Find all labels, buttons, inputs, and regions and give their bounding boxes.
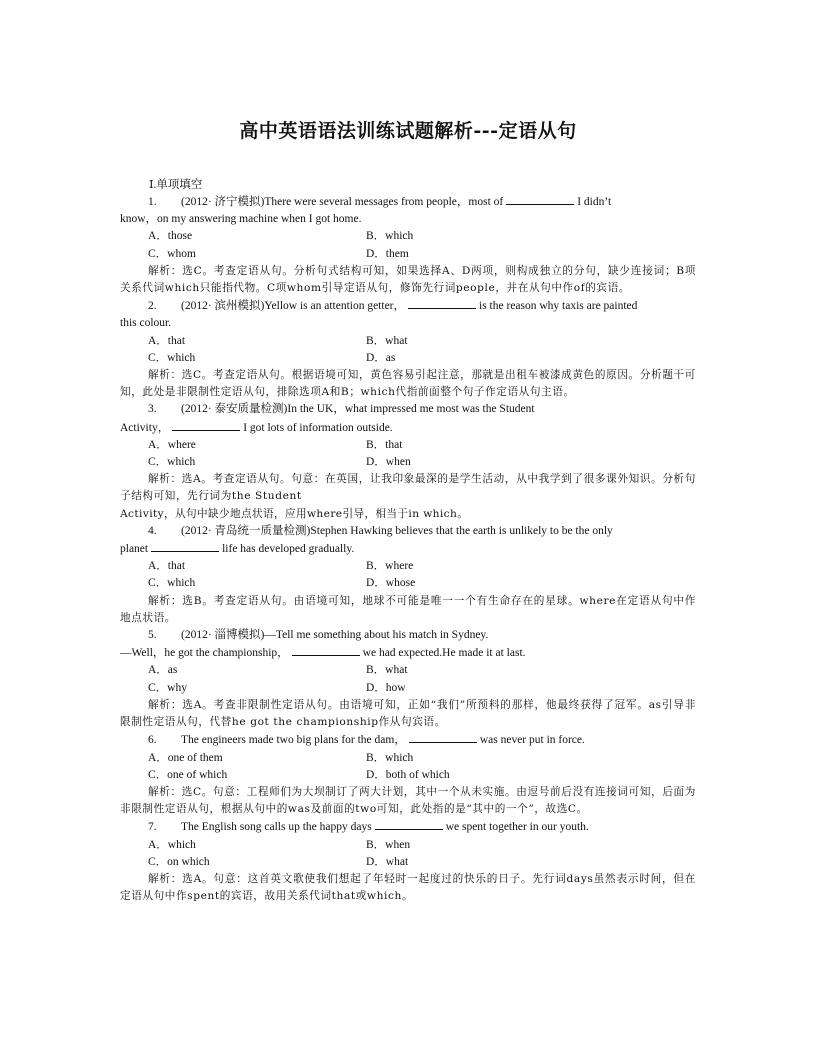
answer-analysis: 解析：选B。考查定语从句。由语境可知，地球不可能是唯一一个有生命存在的星球。where在定语从句中作地点状语。 bbox=[120, 594, 696, 624]
question-text-line2 bbox=[120, 644, 696, 662]
question-number: 3. bbox=[148, 403, 157, 416]
question-stem bbox=[120, 731, 696, 749]
question-text-lead: Activity， bbox=[120, 421, 170, 434]
answer-blank bbox=[408, 297, 476, 309]
page-title: 高中英语语法训练试题解析---定语从句 bbox=[239, 120, 577, 142]
question-1 bbox=[120, 193, 696, 297]
question-stem bbox=[120, 193, 696, 211]
answer-blank bbox=[172, 419, 240, 431]
question-7 bbox=[120, 818, 696, 905]
question-text-cont: we had expected.He made it at last. bbox=[362, 647, 526, 660]
answer-blank bbox=[292, 644, 360, 656]
question-text: (2012· 泰安质量检测)In the UK，what impressed me most was the Student bbox=[181, 403, 535, 416]
options-row bbox=[120, 246, 696, 263]
question-2 bbox=[120, 297, 696, 401]
option-a: A．that bbox=[148, 334, 186, 347]
question-stem bbox=[120, 523, 696, 540]
answer-analysis: 解析：选A。句意：这首英文歌使我们想起了年轻时一起度过的快乐的日子。先行词days虽然表示时间，但在定语从句中作spent的宾语，故用关系代词that或which。 bbox=[120, 872, 696, 903]
question-text: (2012· 青岛统一质量检测)Stephen Hawking believes that the earth is unlikely to be the only bbox=[181, 524, 613, 537]
option-a: A．as bbox=[148, 664, 178, 677]
option-b: B．that bbox=[366, 438, 403, 451]
option-c: C．which bbox=[148, 351, 196, 364]
option-d: D．as bbox=[366, 351, 396, 364]
option-d: D．them bbox=[366, 247, 409, 260]
option-a: A．those bbox=[148, 230, 193, 243]
option-d: D．how bbox=[366, 681, 406, 694]
options-row bbox=[120, 437, 696, 454]
answer-blank bbox=[151, 540, 219, 552]
question-text-line2: know，on my answering machine when I got home. bbox=[120, 213, 362, 226]
question-text: (2012· 淄博模拟)—Tell me something about his match in Sydney. bbox=[181, 629, 489, 642]
question-text-cont: was never put in force. bbox=[479, 734, 585, 747]
answer-analysis-cont: Activity，从句中缺少地点状语，应用where引导，相当于in which。 bbox=[120, 507, 469, 520]
section-heading: Ⅰ.单项填空 bbox=[149, 179, 203, 191]
option-b: B．which bbox=[366, 751, 414, 764]
option-a: A．where bbox=[148, 438, 196, 451]
question-stem bbox=[120, 401, 696, 418]
option-c: C．whom bbox=[148, 247, 196, 260]
answer-blank bbox=[409, 731, 477, 743]
question-number: 1. bbox=[148, 196, 157, 208]
question-number: 7. bbox=[148, 821, 157, 834]
options-row bbox=[120, 750, 696, 767]
answer-analysis: 解析：选C。句意：工程师们为大坝制订了两大计划，其中一个从未实施。由逗号前后没有连接词可知，后面为非限制性定语从句，根据从句中的was及前面的two可知，此处指的是“其中的一个”，故选C。 bbox=[120, 785, 696, 816]
question-text-line2 bbox=[120, 419, 696, 437]
question-text-cont: I didn’t bbox=[577, 196, 612, 208]
option-d: D．when bbox=[366, 456, 411, 469]
option-c: C．one of which bbox=[148, 768, 228, 781]
option-b: B．when bbox=[366, 838, 411, 851]
options-row bbox=[120, 854, 696, 871]
question-5 bbox=[120, 627, 696, 731]
answer-analysis: 解析：选A。考查非限制性定语从句。由语境可知，正如“我们”所预料的那样，他最终获得了冠军。as引导非限制性定语从句，代替he got the championship作从句宾语。 bbox=[120, 698, 696, 729]
options-row bbox=[120, 350, 696, 367]
options-row bbox=[120, 228, 696, 245]
options-row bbox=[120, 333, 696, 350]
question-text-line2: this colour. bbox=[120, 317, 172, 330]
option-b: B．which bbox=[366, 230, 414, 243]
question-number: 4. bbox=[148, 524, 157, 537]
question-stem bbox=[120, 297, 696, 315]
option-b: B．what bbox=[366, 334, 408, 347]
option-d: D．what bbox=[366, 855, 409, 868]
option-c: C．which bbox=[148, 577, 196, 590]
question-number: 2. bbox=[148, 300, 157, 313]
options-row bbox=[120, 837, 696, 854]
question-text-cont: life has developed gradually. bbox=[222, 543, 355, 556]
option-d: D．both of which bbox=[366, 768, 450, 781]
question-stem bbox=[120, 818, 696, 836]
option-d: D．whose bbox=[366, 577, 416, 590]
options-row bbox=[120, 662, 696, 679]
options-row bbox=[120, 680, 696, 697]
option-c: C．why bbox=[148, 681, 187, 694]
question-text: The engineers made two big plans for the dam， bbox=[181, 734, 406, 747]
options-row bbox=[120, 767, 696, 784]
question-3 bbox=[120, 401, 696, 522]
question-4 bbox=[120, 523, 696, 627]
question-6 bbox=[120, 731, 696, 818]
option-a: A．which bbox=[148, 838, 196, 851]
answer-blank bbox=[506, 193, 574, 205]
question-text-lead: —Well，he got the championship， bbox=[120, 647, 289, 660]
answer-blank bbox=[375, 818, 443, 830]
answer-analysis: 解析：选C。考查定语从句。分析句式结构可知，如果选择A、D两项，则构成独立的分句，缺少连接词；B项关系代词which只能指代物。C项whom引导定语从句，修饰先行词people，并在从句中作of的宾语。 bbox=[120, 264, 696, 295]
question-text: The English song calls up the happy days bbox=[181, 821, 372, 834]
options-row bbox=[120, 575, 696, 592]
option-c: C．which bbox=[148, 456, 196, 469]
options-row bbox=[120, 558, 696, 575]
question-stem bbox=[120, 627, 696, 644]
option-b: B．what bbox=[366, 664, 408, 677]
question-text: (2012· 济宁模拟)There were several messages from people，most of bbox=[181, 196, 504, 208]
question-text-lead: planet bbox=[120, 543, 149, 556]
options-row bbox=[120, 454, 696, 471]
answer-analysis: 解析：选A。考查定语从句。句意：在英国，让我印象最深的是学生活动，从中我学到了很多课外知识。分析句子结构可知，先行词为the Student bbox=[120, 473, 696, 503]
question-text-line2 bbox=[120, 540, 696, 558]
question-text-cont: I got lots of information outside. bbox=[243, 421, 393, 434]
option-a: A．one of them bbox=[148, 751, 223, 764]
question-list bbox=[120, 193, 696, 905]
question-number: 5. bbox=[148, 629, 157, 642]
option-a: A．that bbox=[148, 560, 186, 573]
answer-analysis: 解析：选C。考查定语从句。根据语境可知，黄色容易引起注意，那就是出租车被漆成黄色的原因。分析题干可知，此处是非限制性定语从句，排除选项A和B；which代指前面整个句子作定语从句主语。 bbox=[120, 369, 696, 399]
question-text: (2012· 滨州模拟)Yellow is an attention getter， bbox=[181, 300, 406, 313]
option-c: C．on which bbox=[148, 855, 210, 868]
option-b: B．where bbox=[366, 560, 414, 573]
question-text-cont: is the reason why taxis are painted bbox=[479, 300, 638, 313]
question-number: 6. bbox=[148, 734, 157, 747]
question-text-cont: we spent together in our youth. bbox=[445, 821, 589, 834]
